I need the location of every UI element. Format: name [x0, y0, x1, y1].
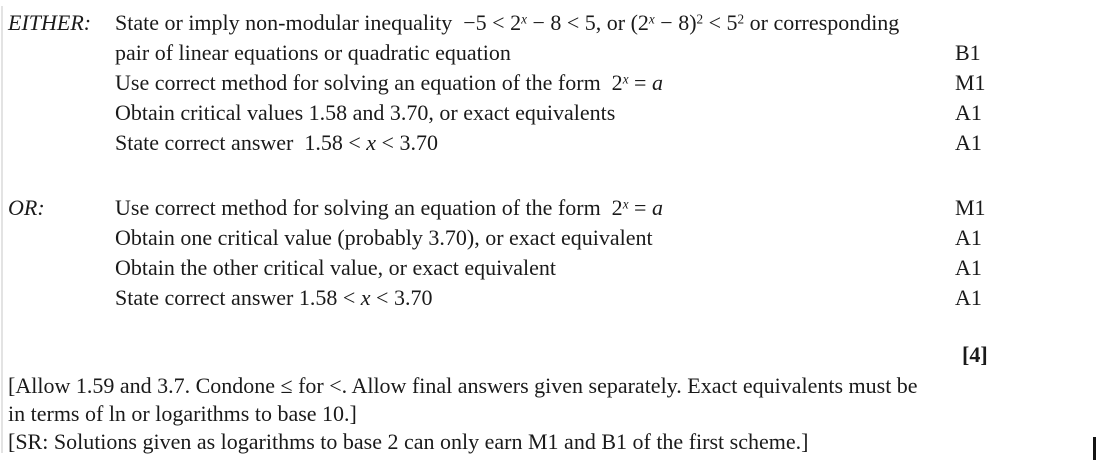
mark-scheme-row: [0, 283, 1100, 313]
mark-code: A1: [955, 225, 982, 250]
criterion-text: Obtain critical values 1.58 and 3.70, or exact equivalents: [115, 100, 616, 125]
criterion-text: Use correct method for solving an equation of the form $2^x = a$: [115, 70, 663, 95]
mark-code: A1: [955, 100, 982, 125]
note-line: [SR: Solutions given as logarithms to base 2 can only earn M1 and B1 of the first scheme.]: [8, 429, 809, 454]
criterion-text: State correct answer 1.58 < x < 3.70: [115, 285, 433, 310]
mark-code: M1: [955, 70, 986, 95]
mark-scheme-row: [0, 8, 1100, 38]
note-line: in terms of ln or logarithms to base 10.]: [8, 401, 357, 426]
mark-code: A1: [955, 255, 982, 280]
total-marks-row: [0, 340, 1100, 370]
mark-code: [955, 8, 1100, 38]
branch-label-either: EITHER:: [8, 10, 92, 35]
branch-label-spacer: [0, 38, 115, 68]
mark-scheme-row: [0, 98, 1100, 128]
mark-scheme-row: [0, 68, 1100, 98]
mark-scheme-row: [0, 128, 1100, 158]
criterion-text: pair of linear equations or quadratic equation: [115, 40, 511, 65]
criterion-text: Obtain the other critical value, or exact equivalent: [115, 255, 557, 280]
criterion-text: State or imply non-modular inequality $-5 < 2^x - 8 < 5$, or $(2^x - 8)^2 < 5^2$ or corresponding: [115, 10, 900, 35]
branch-label-spacer: [0, 98, 115, 128]
total-marks: [4]: [962, 342, 988, 367]
branch-label-spacer: [0, 283, 115, 313]
mark-code: A1: [955, 130, 982, 155]
branch-label-spacer: [0, 68, 115, 98]
note-line: [Allow 1.59 and 3.7. Condone ≤ for <. Allow final answers given separately. Exact equivalents must be: [8, 373, 918, 398]
branch-label-spacer: [0, 223, 115, 253]
criterion-text: Obtain one critical value (probably 3.70), or exact equivalent: [115, 225, 653, 250]
branch-label-or: OR:: [8, 195, 45, 220]
scan-edge-line: [1, 6, 3, 453]
mark-scheme-row: [0, 193, 1100, 223]
mark-scheme-row: [0, 38, 1100, 68]
text-cursor-mark: [1093, 437, 1096, 460]
mark-code: M1: [955, 195, 986, 220]
branch-label-spacer: [0, 253, 115, 283]
examiner-notes: [0, 372, 1100, 456]
mark-code: A1: [955, 285, 982, 310]
mark-scheme-row: [0, 223, 1100, 253]
branch-label-spacer: [0, 128, 115, 158]
either-section: [0, 8, 1100, 158]
or-section: [0, 193, 1100, 313]
mark-scheme-row: [0, 253, 1100, 283]
criterion-text: Use correct method for solving an equation of the form $2^x = a$: [115, 195, 663, 220]
mark-code: B1: [955, 40, 981, 65]
criterion-text: State correct answer 1.58 < x < 3.70: [115, 130, 438, 155]
